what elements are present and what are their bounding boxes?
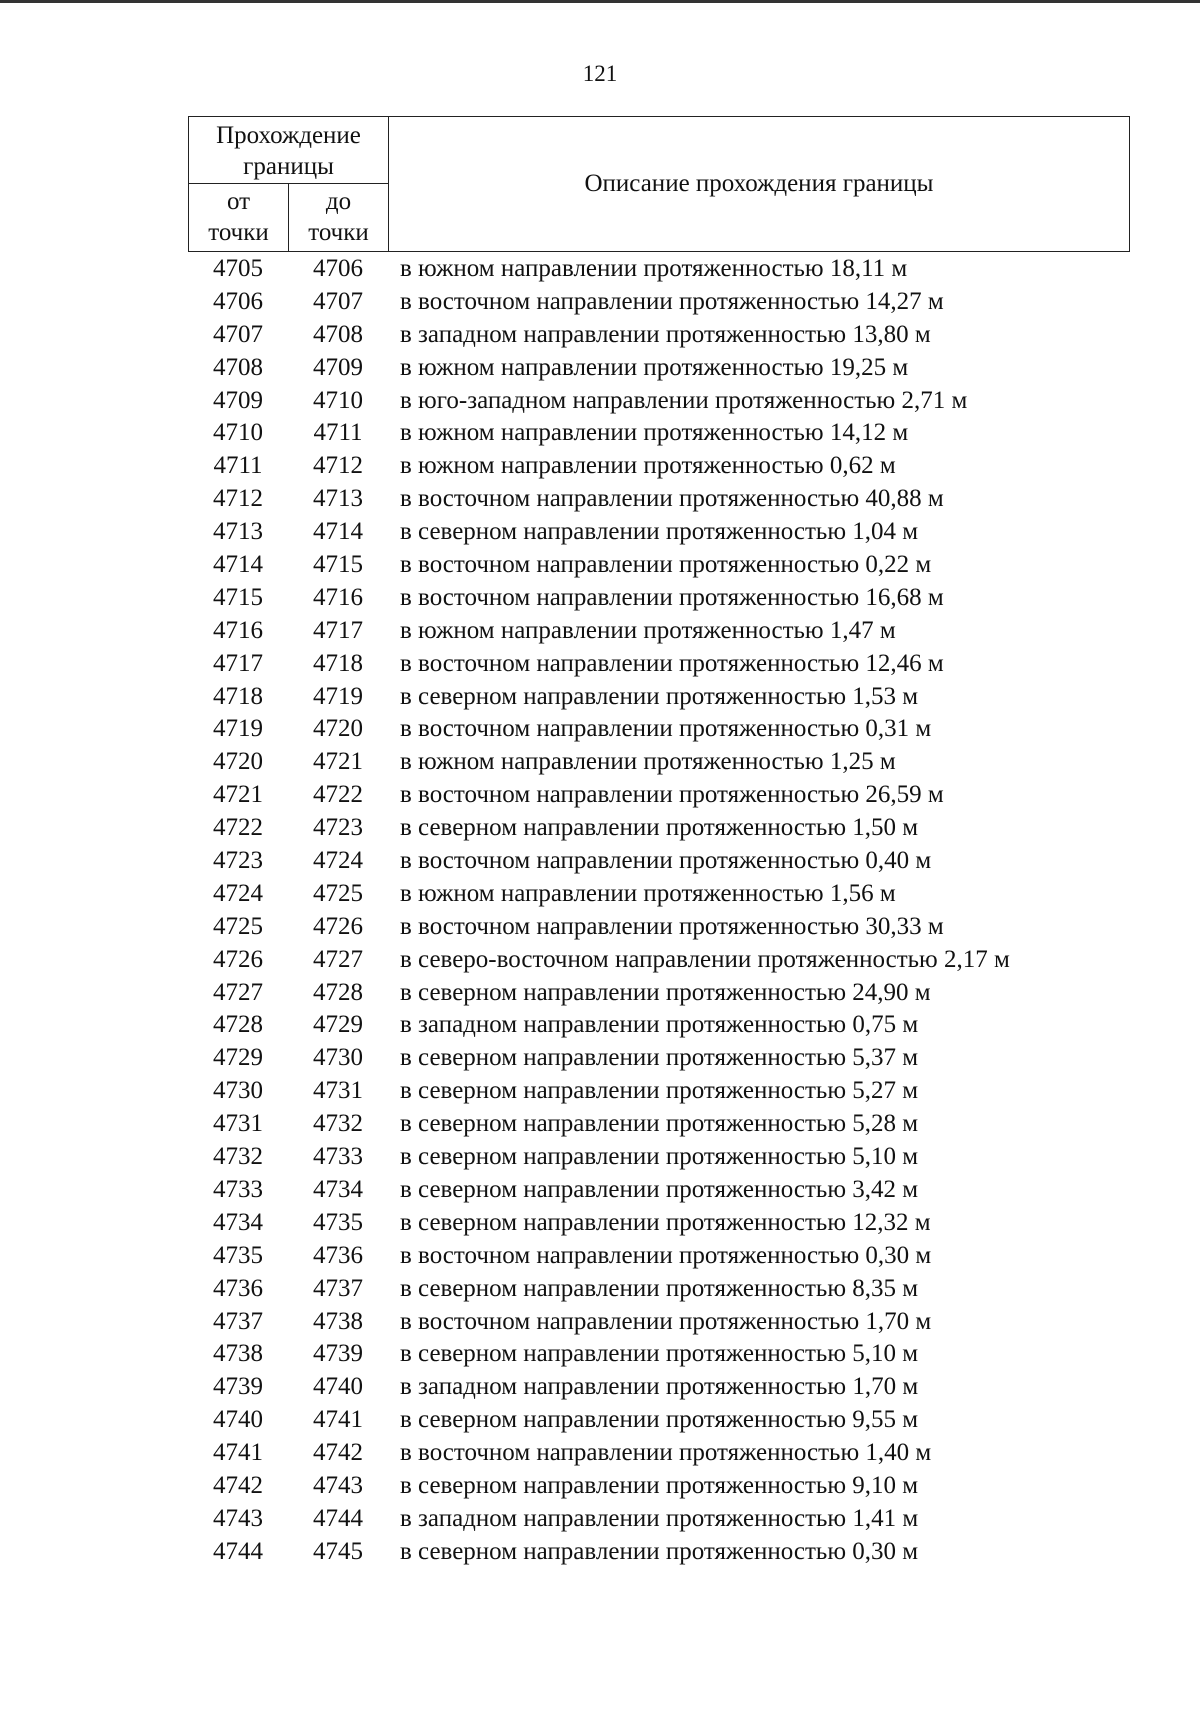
description-cell: в западном направлении протяженностью 1,70 м: [400, 1373, 919, 1401]
description-cell: в западном направлении протяженностью 1,41 м: [400, 1504, 919, 1532]
to-point-cell: 4707: [313, 287, 363, 315]
from-point-cell: 4708: [213, 353, 263, 381]
header-to-line1: до: [325, 188, 352, 215]
to-point-cell: 4740: [313, 1373, 363, 1401]
to-point-cell: 4724: [313, 847, 363, 875]
table-row: [188, 1075, 1128, 1108]
from-point-cell: 4721: [213, 781, 263, 809]
description-cell: в южном направлении протяженностью 1,47 м: [400, 616, 896, 644]
to-point-cell: 4738: [313, 1307, 363, 1335]
description-cell: в южном направлении протяженностью 14,12 м: [400, 419, 909, 447]
description-cell: в северном направлении протяженностью 5,37 м: [400, 1044, 919, 1072]
description-cell: в северном направлении протяженностью 1,50 м: [400, 814, 919, 842]
to-point-cell: 4729: [313, 1011, 363, 1039]
description-cell: в восточном направлении протяженностью 1,40 м: [400, 1439, 932, 1467]
from-point-cell: 4734: [213, 1208, 263, 1236]
description-cell: в северном направлении протяженностью 1,53 м: [400, 682, 919, 710]
from-point-cell: 4736: [213, 1274, 263, 1302]
description-cell: в южном направлении протяженностью 1,56 м: [400, 879, 896, 907]
from-point-cell: 4712: [213, 485, 263, 513]
table-row: [188, 1108, 1128, 1141]
table-row: [188, 582, 1128, 615]
description-cell: в западном направлении протяженностью 0,75 м: [400, 1011, 919, 1039]
to-point-cell: 4718: [313, 649, 363, 677]
table-row: [188, 681, 1128, 714]
from-point-cell: 4725: [213, 912, 263, 940]
from-point-cell: 4733: [213, 1175, 263, 1203]
from-point-cell: 4729: [213, 1044, 263, 1072]
from-point-cell: 4717: [213, 649, 263, 677]
table-row: [188, 1536, 1128, 1569]
to-point-cell: 4735: [313, 1208, 363, 1236]
to-point-cell: 4717: [313, 616, 363, 644]
description-cell: в северном направлении протяженностью 9,10 м: [400, 1471, 919, 1499]
from-point-cell: 4740: [213, 1406, 263, 1434]
table-row: [188, 648, 1128, 681]
from-point-cell: 4732: [213, 1143, 263, 1171]
to-point-cell: 4730: [313, 1044, 363, 1072]
to-point-cell: 4706: [313, 255, 363, 282]
table-row: [188, 483, 1128, 516]
table-row: [188, 549, 1128, 582]
table-row: [188, 1042, 1128, 1075]
header-boundary-passage-line2: границы: [243, 153, 334, 180]
from-point-cell: 4709: [213, 386, 263, 414]
description-cell: в восточном направлении протяженностью 26,59 м: [400, 781, 944, 809]
table-row: [188, 845, 1128, 878]
table-row: [188, 878, 1128, 911]
table-row: [188, 1207, 1128, 1240]
from-point-cell: 4735: [213, 1241, 263, 1269]
from-point-cell: 4742: [213, 1471, 263, 1499]
description-cell: в северном направлении протяженностью 3,42 м: [400, 1175, 919, 1203]
from-point-cell: 4706: [213, 287, 263, 315]
to-point-cell: 4739: [313, 1340, 363, 1368]
to-point-cell: 4712: [313, 452, 363, 480]
from-point-cell: 4716: [213, 616, 263, 644]
description-cell: в южном направлении протяженностью 19,25 м: [400, 353, 909, 381]
to-point-cell: 4714: [313, 518, 363, 546]
to-point-cell: 4741: [313, 1406, 363, 1434]
table-row: [188, 944, 1128, 977]
to-point-cell: 4719: [313, 682, 363, 710]
from-point-cell: 4724: [213, 879, 263, 907]
table-row: [188, 1404, 1128, 1437]
from-point-cell: 4739: [213, 1373, 263, 1401]
from-point-cell: 4713: [213, 518, 263, 546]
from-point-cell: 4720: [213, 748, 263, 776]
to-point-cell: 4736: [313, 1241, 363, 1269]
to-point-cell: 4743: [313, 1471, 363, 1499]
from-point-cell: 4722: [213, 814, 263, 842]
table-row: [188, 713, 1128, 746]
to-point-cell: 4744: [313, 1504, 363, 1532]
table-row: [188, 1273, 1128, 1306]
header-boundary-passage-line1: Прохождение: [216, 122, 361, 149]
from-point-cell: 4718: [213, 682, 263, 710]
table-row: [188, 516, 1128, 549]
table-body: [188, 253, 1128, 1569]
from-point-cell: 4727: [213, 978, 263, 1006]
from-point-cell: 4744: [213, 1537, 263, 1565]
from-point-cell: 4738: [213, 1340, 263, 1368]
description-cell: в западном направлении протяженностью 13,80 м: [400, 320, 931, 348]
description-cell: в южном направлении протяженностью 0,62 м: [400, 452, 896, 480]
description-cell: в южном направлении протяженностью 18,11 м: [400, 255, 908, 282]
from-point-cell: 4743: [213, 1504, 263, 1532]
table-row: [188, 746, 1128, 779]
from-point-cell: 4707: [213, 320, 263, 348]
from-point-cell: 4730: [213, 1077, 263, 1105]
from-point-cell: 4711: [213, 452, 263, 480]
top-border-line: [0, 0, 1200, 3]
from-point-cell: 4726: [213, 945, 263, 973]
description-cell: в северном направлении протяженностью 12,32 м: [400, 1208, 931, 1236]
header-from-line1: от: [226, 188, 251, 215]
table-row: [188, 779, 1128, 812]
table-row: [188, 1306, 1128, 1339]
description-cell: в северном направлении протяженностью 5,28 м: [400, 1110, 919, 1138]
description-cell: в восточном направлении протяженностью 40,88 м: [400, 485, 944, 513]
table-row: [188, 1338, 1128, 1371]
from-point-cell: 4737: [213, 1307, 263, 1335]
description-cell: в северном направлении протяженностью 5,10 м: [400, 1143, 919, 1171]
description-cell: в восточном направлении протяженностью 16,68 м: [400, 583, 944, 611]
table-row: [188, 911, 1128, 944]
header-boundary-passage: [189, 117, 389, 184]
to-point-cell: 4708: [313, 320, 363, 348]
to-point-cell: 4728: [313, 978, 363, 1006]
to-point-cell: 4732: [313, 1110, 363, 1138]
description-cell: в восточном направлении протяженностью 12,46 м: [400, 649, 944, 677]
description-cell: в северо-восточном направлении протяженностью 2,17 м: [400, 945, 1010, 973]
to-point-cell: 4726: [313, 912, 363, 940]
description-cell: в юго-западном направлении протяженностью 2,71 м: [400, 386, 968, 414]
to-point-cell: 4721: [313, 748, 363, 776]
to-point-cell: 4720: [313, 715, 363, 743]
description-cell: в восточном направлении протяженностью 0,30 м: [400, 1241, 932, 1269]
to-point-cell: 4745: [313, 1537, 363, 1565]
description-cell: в северном направлении протяженностью 5,10 м: [400, 1340, 919, 1368]
page-number: 121: [582, 61, 618, 86]
table-row: [188, 1141, 1128, 1174]
table-row: [188, 615, 1128, 648]
description-cell: в северном направлении протяженностью 24,90 м: [400, 978, 931, 1006]
to-point-cell: 4737: [313, 1274, 363, 1302]
from-point-cell: 4705: [213, 255, 263, 282]
header-from-line2: точки: [208, 219, 269, 246]
table-row: [188, 1009, 1128, 1042]
to-point-cell: 4722: [313, 781, 363, 809]
table-row: [188, 417, 1128, 450]
description-cell: в восточном направлении протяженностью 0,22 м: [400, 551, 932, 579]
description-cell: в восточном направлении протяженностью 30,33 м: [400, 912, 944, 940]
from-point-cell: 4710: [213, 419, 263, 447]
from-point-cell: 4714: [213, 551, 263, 579]
table-row: [188, 1503, 1128, 1536]
to-point-cell: 4742: [313, 1439, 363, 1467]
to-point-cell: 4725: [313, 879, 363, 907]
table-row: [188, 812, 1128, 845]
description-cell: в северном направлении протяженностью 9,55 м: [400, 1406, 919, 1434]
description-cell: в южном направлении протяженностью 1,25 м: [400, 748, 896, 776]
description-cell: в северном направлении протяженностью 1,04 м: [400, 518, 919, 546]
table-header: [188, 116, 1130, 252]
header-to-point: [289, 184, 389, 251]
header-to-line2: точки: [308, 219, 369, 246]
table-row: [188, 286, 1128, 319]
from-point-cell: 4731: [213, 1110, 263, 1138]
table-row: [188, 1437, 1128, 1470]
to-point-cell: 4716: [313, 583, 363, 611]
table-row: [188, 1174, 1128, 1207]
to-point-cell: 4715: [313, 551, 363, 579]
table-row: [188, 977, 1128, 1010]
description-cell: в восточном направлении протяженностью 14,27 м: [400, 287, 944, 315]
table-row: [188, 450, 1128, 483]
description-cell: в восточном направлении протяженностью 0,40 м: [400, 847, 932, 875]
from-point-cell: 4741: [213, 1439, 263, 1467]
description-cell: в восточном направлении протяженностью 0,31 м: [400, 715, 932, 743]
from-point-cell: 4723: [213, 847, 263, 875]
table-row: [188, 352, 1128, 385]
to-point-cell: 4710: [313, 386, 363, 414]
to-point-cell: 4727: [313, 945, 363, 973]
table-row: [188, 1470, 1128, 1503]
to-point-cell: 4711: [313, 419, 363, 447]
header-from-point: [189, 184, 289, 251]
to-point-cell: 4731: [313, 1077, 363, 1105]
table-row: [188, 1371, 1128, 1404]
to-point-cell: 4733: [313, 1143, 363, 1171]
table-row: [188, 385, 1128, 418]
from-point-cell: 4719: [213, 715, 263, 743]
table-row: [188, 1240, 1128, 1273]
to-point-cell: 4734: [313, 1175, 363, 1203]
to-point-cell: 4723: [313, 814, 363, 842]
header-description: Описание прохождения границы: [584, 170, 934, 197]
to-point-cell: 4709: [313, 353, 363, 381]
to-point-cell: 4713: [313, 485, 363, 513]
table-row: [188, 253, 1128, 286]
description-cell: в северном направлении протяженностью 8,35 м: [400, 1274, 919, 1302]
from-point-cell: 4728: [213, 1011, 263, 1039]
from-point-cell: 4715: [213, 583, 263, 611]
description-cell: в северном направлении протяженностью 5,27 м: [400, 1077, 919, 1105]
description-cell: в восточном направлении протяженностью 1,70 м: [400, 1307, 932, 1335]
table-row: [188, 319, 1128, 352]
description-cell: в северном направлении протяженностью 0,30 м: [400, 1537, 919, 1565]
